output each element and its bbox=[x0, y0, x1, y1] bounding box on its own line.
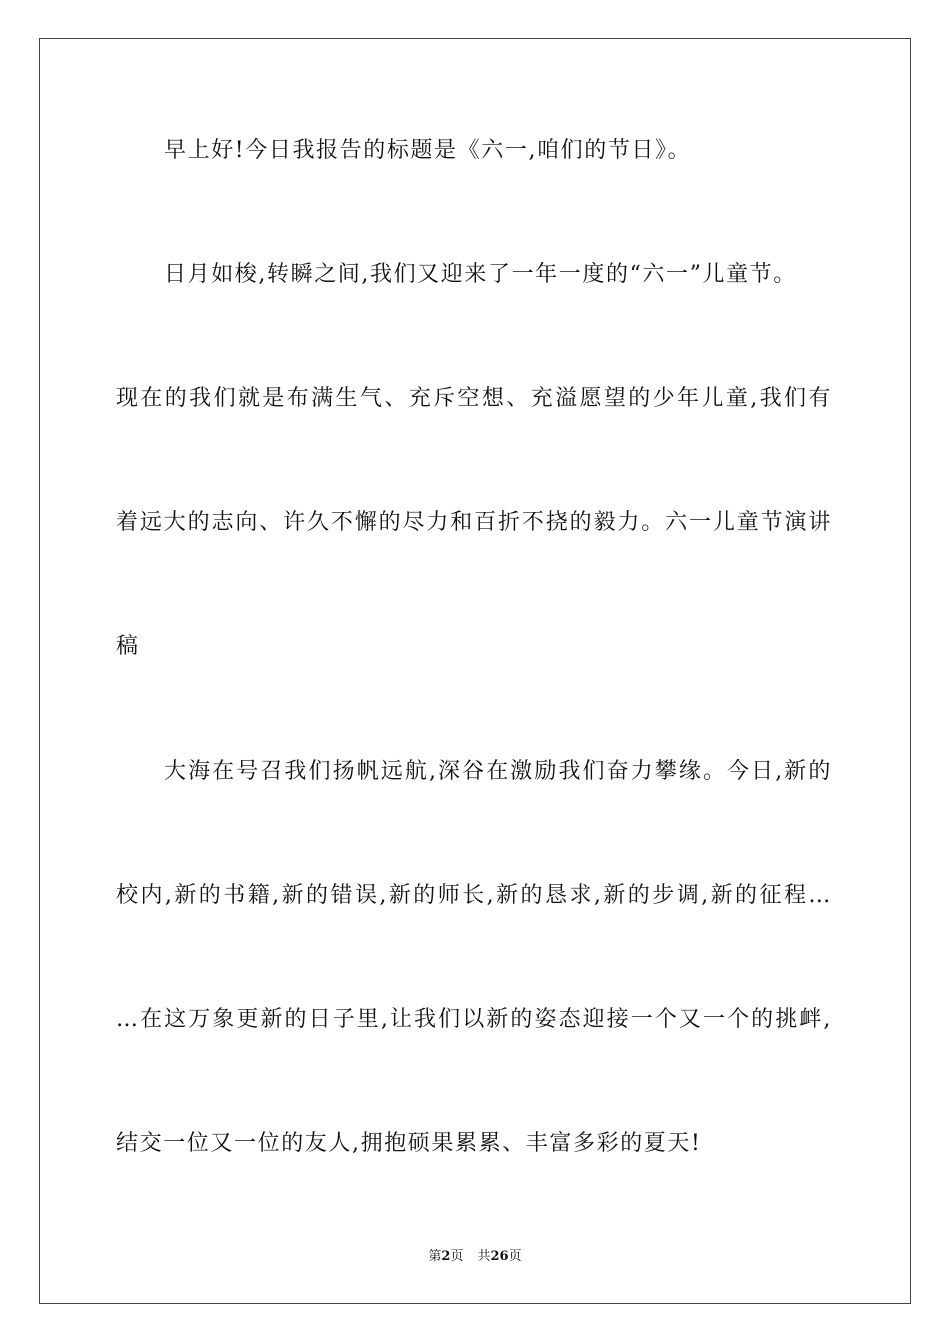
paragraph-line: 着远大的志向、许久不懈的尽力和百折不挠的毅力。六一儿童节演讲 bbox=[116, 510, 832, 535]
footer-total-pages: 26 bbox=[490, 1249, 509, 1264]
paragraph-line: 稿 bbox=[116, 634, 140, 659]
paragraph-line: 大海在号召我们扬帆远航,深谷在激励我们奋力攀缘。今日,新的 bbox=[164, 759, 832, 784]
footer-page-suffix: 页 bbox=[450, 1249, 464, 1264]
page-border bbox=[39, 38, 911, 1304]
paragraph-line: 校内,新的书籍,新的错误,新的师长,新的恳求,新的步调,新的征程… bbox=[116, 883, 832, 908]
footer-total-suffix: 页 bbox=[508, 1249, 522, 1264]
page-footer bbox=[0, 1248, 950, 1266]
footer-page-prefix: 第 bbox=[428, 1249, 442, 1264]
paragraph-line: 现在的我们就是布满生气、充斥空想、充溢愿望的少年儿童,我们有 bbox=[116, 386, 832, 411]
paragraph-greeting: 早上好!今日我报告的标题是《六一,咱们的节日》。 bbox=[164, 138, 692, 163]
paragraph-line: …在这万象更新的日子里,让我们以新的姿态迎接一个又一个的挑衅, bbox=[116, 1007, 832, 1032]
footer-page-number: 2 bbox=[441, 1249, 451, 1264]
footer-total-prefix: 共 bbox=[477, 1249, 491, 1264]
paragraph-line: 结交一位又一位的友人,拥抱硕果累累、丰富多彩的夏天! bbox=[116, 1131, 702, 1156]
paragraph-opening: 日月如梭,转瞬之间,我们又迎来了一年一度的“六一”儿童节。 bbox=[164, 262, 797, 287]
